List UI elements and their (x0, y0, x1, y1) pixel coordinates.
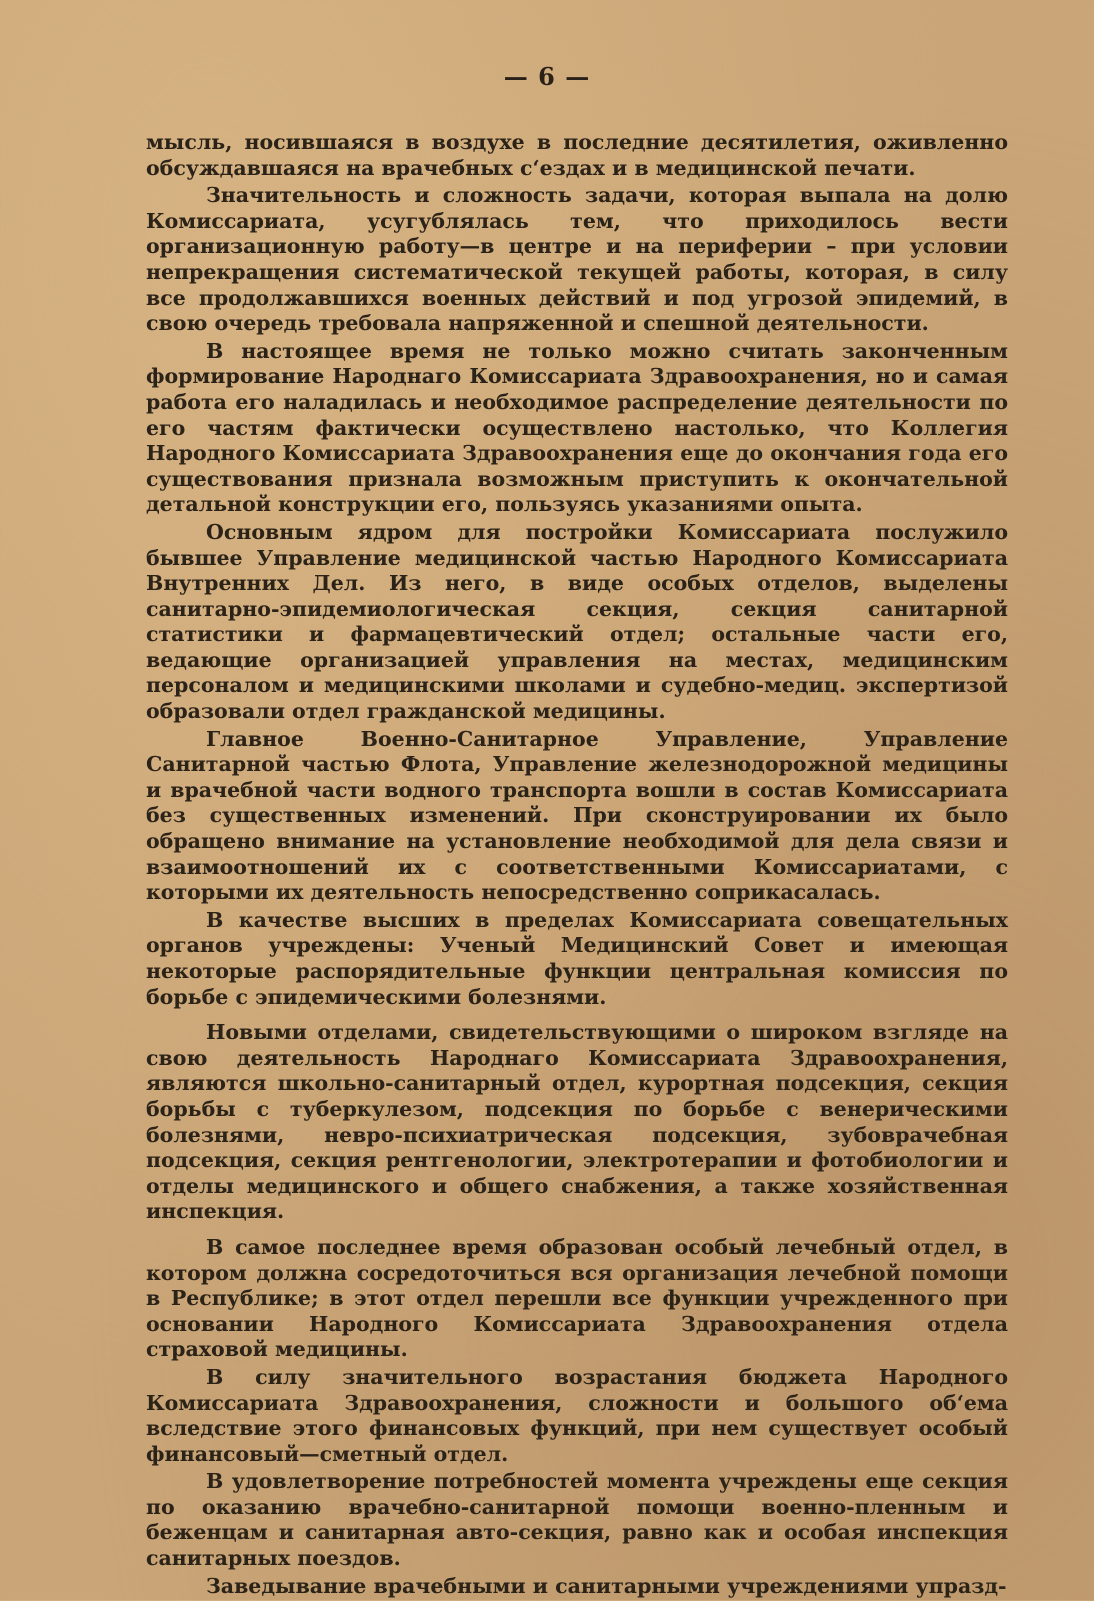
paragraph: В настоящее время не только можно считать законченным формирование Народнаго Комиссариата Здравоохранения, но и самая работа его наладилась и необходимое распределение деятельности по его частям фактически осуществлено настолько, что Коллегия Народного Комиссариата Здравоохранения еще до окончания года его существования признала возможным приступить к окончательной детальной конструкции его, пользуясь указаниями опыта. (146, 338, 1008, 517)
paragraph: В силу значительного возрастания бюджета Народного Комиссариата Здравоохранения, сложности и большого об‘ема вследствие этого финансовых функций, при нем существует особый финансовый—сметный отдел. (146, 1364, 1008, 1466)
paragraph: мысль, носившаяся в воздухе в последние десятилетия, оживленно обсуждавшаяся на врачебных с‘ездах и в медицинской печати. (146, 130, 1008, 180)
page-number: — 6 — (503, 62, 591, 91)
paragraph: В качестве высших в пределах Комиссариата совещательных органов учреждены: Ученый Медицинский Совет и имеющая некоторые распорядительные функции центральная комиссия по борьбе с эпидемическими болезнями. (146, 907, 1008, 1009)
paragraph: Новыми отделами, свидетельствующими о широком взгляде на свою деятельность Народнаго Комиссариата Здравоохранения, являются школьно-санитарный отдел, курортная подсекция, секция борьбы с туберкулезом, подсекция по борьбе с венерическими болезнями, невро-психиатрическая подсекция, зубоврачебная подсекция, секция рентгенологии, электротерапии и фотобиологии и отделы медицинского и общего снабжения, а также хозяйственная инспекция. (146, 1020, 1008, 1224)
paragraph: В удовлетворение потребностей момента учреждены еще секция по оказанию врачебно-санитарной помощи военно-пленным и беженцам и санитарная авто-секция, равно как и особая инспекция санитарных поездов. (146, 1469, 1008, 1571)
paragraph: Значительность и сложность задачи, которая выпала на долю Комиссариата, усугублялась тем, что приходилось вести организационную работу—в центре и на периферии – при условии непрекращения систематической текущей работы, которая, в силу все продолжавшихся военных действий и под угрозой эпидемий, в свою очередь требовала напряженной и спешной деятельности. (146, 183, 1008, 336)
paragraph: Заведывание врачебными и санитарными учреждениями упразд- (206, 1573, 1007, 1598)
paragraph: Главное Военно-Санитарное Управление, Управление Санитарной частью Флота, Управление железнодорожной медицины и врачебной части водного транспорта вошли в состав Комиссариата без существенных изменений. При сконструировании их было обращено внимание на установление необходимой для дела связи и взаимоотношений их с соответственными Комиссариатами, с которыми их деятельность непосредственно соприкасалась. (146, 726, 1008, 905)
paragraph: Основным ядром для постройки Комиссариата послужило бывшее Управление медицинской частью Народного Комиссариата Внутренних Дел. Из него, в виде особых отделов, выделены санитарно-эпидемиологическая секция, секция санитарной статистики и фармацевтический отдел; остальные части его, ведающие организацией управления на местах, медицинским персоналом и медицинскими школами и судебно-медиц. экспертизой образовали отдел гражданской медицины. (146, 519, 1008, 724)
body-text (146, 130, 1008, 1601)
paragraph: В самое последнее время образован особый лечебный отдел, в котором должна сосредоточиться вся организация лечебной помощи в Республике; в этот отдел перешли все функции учрежденного при основании Народного Комиссариата Здравоохранения отдела страховой медицины. (146, 1234, 1008, 1362)
